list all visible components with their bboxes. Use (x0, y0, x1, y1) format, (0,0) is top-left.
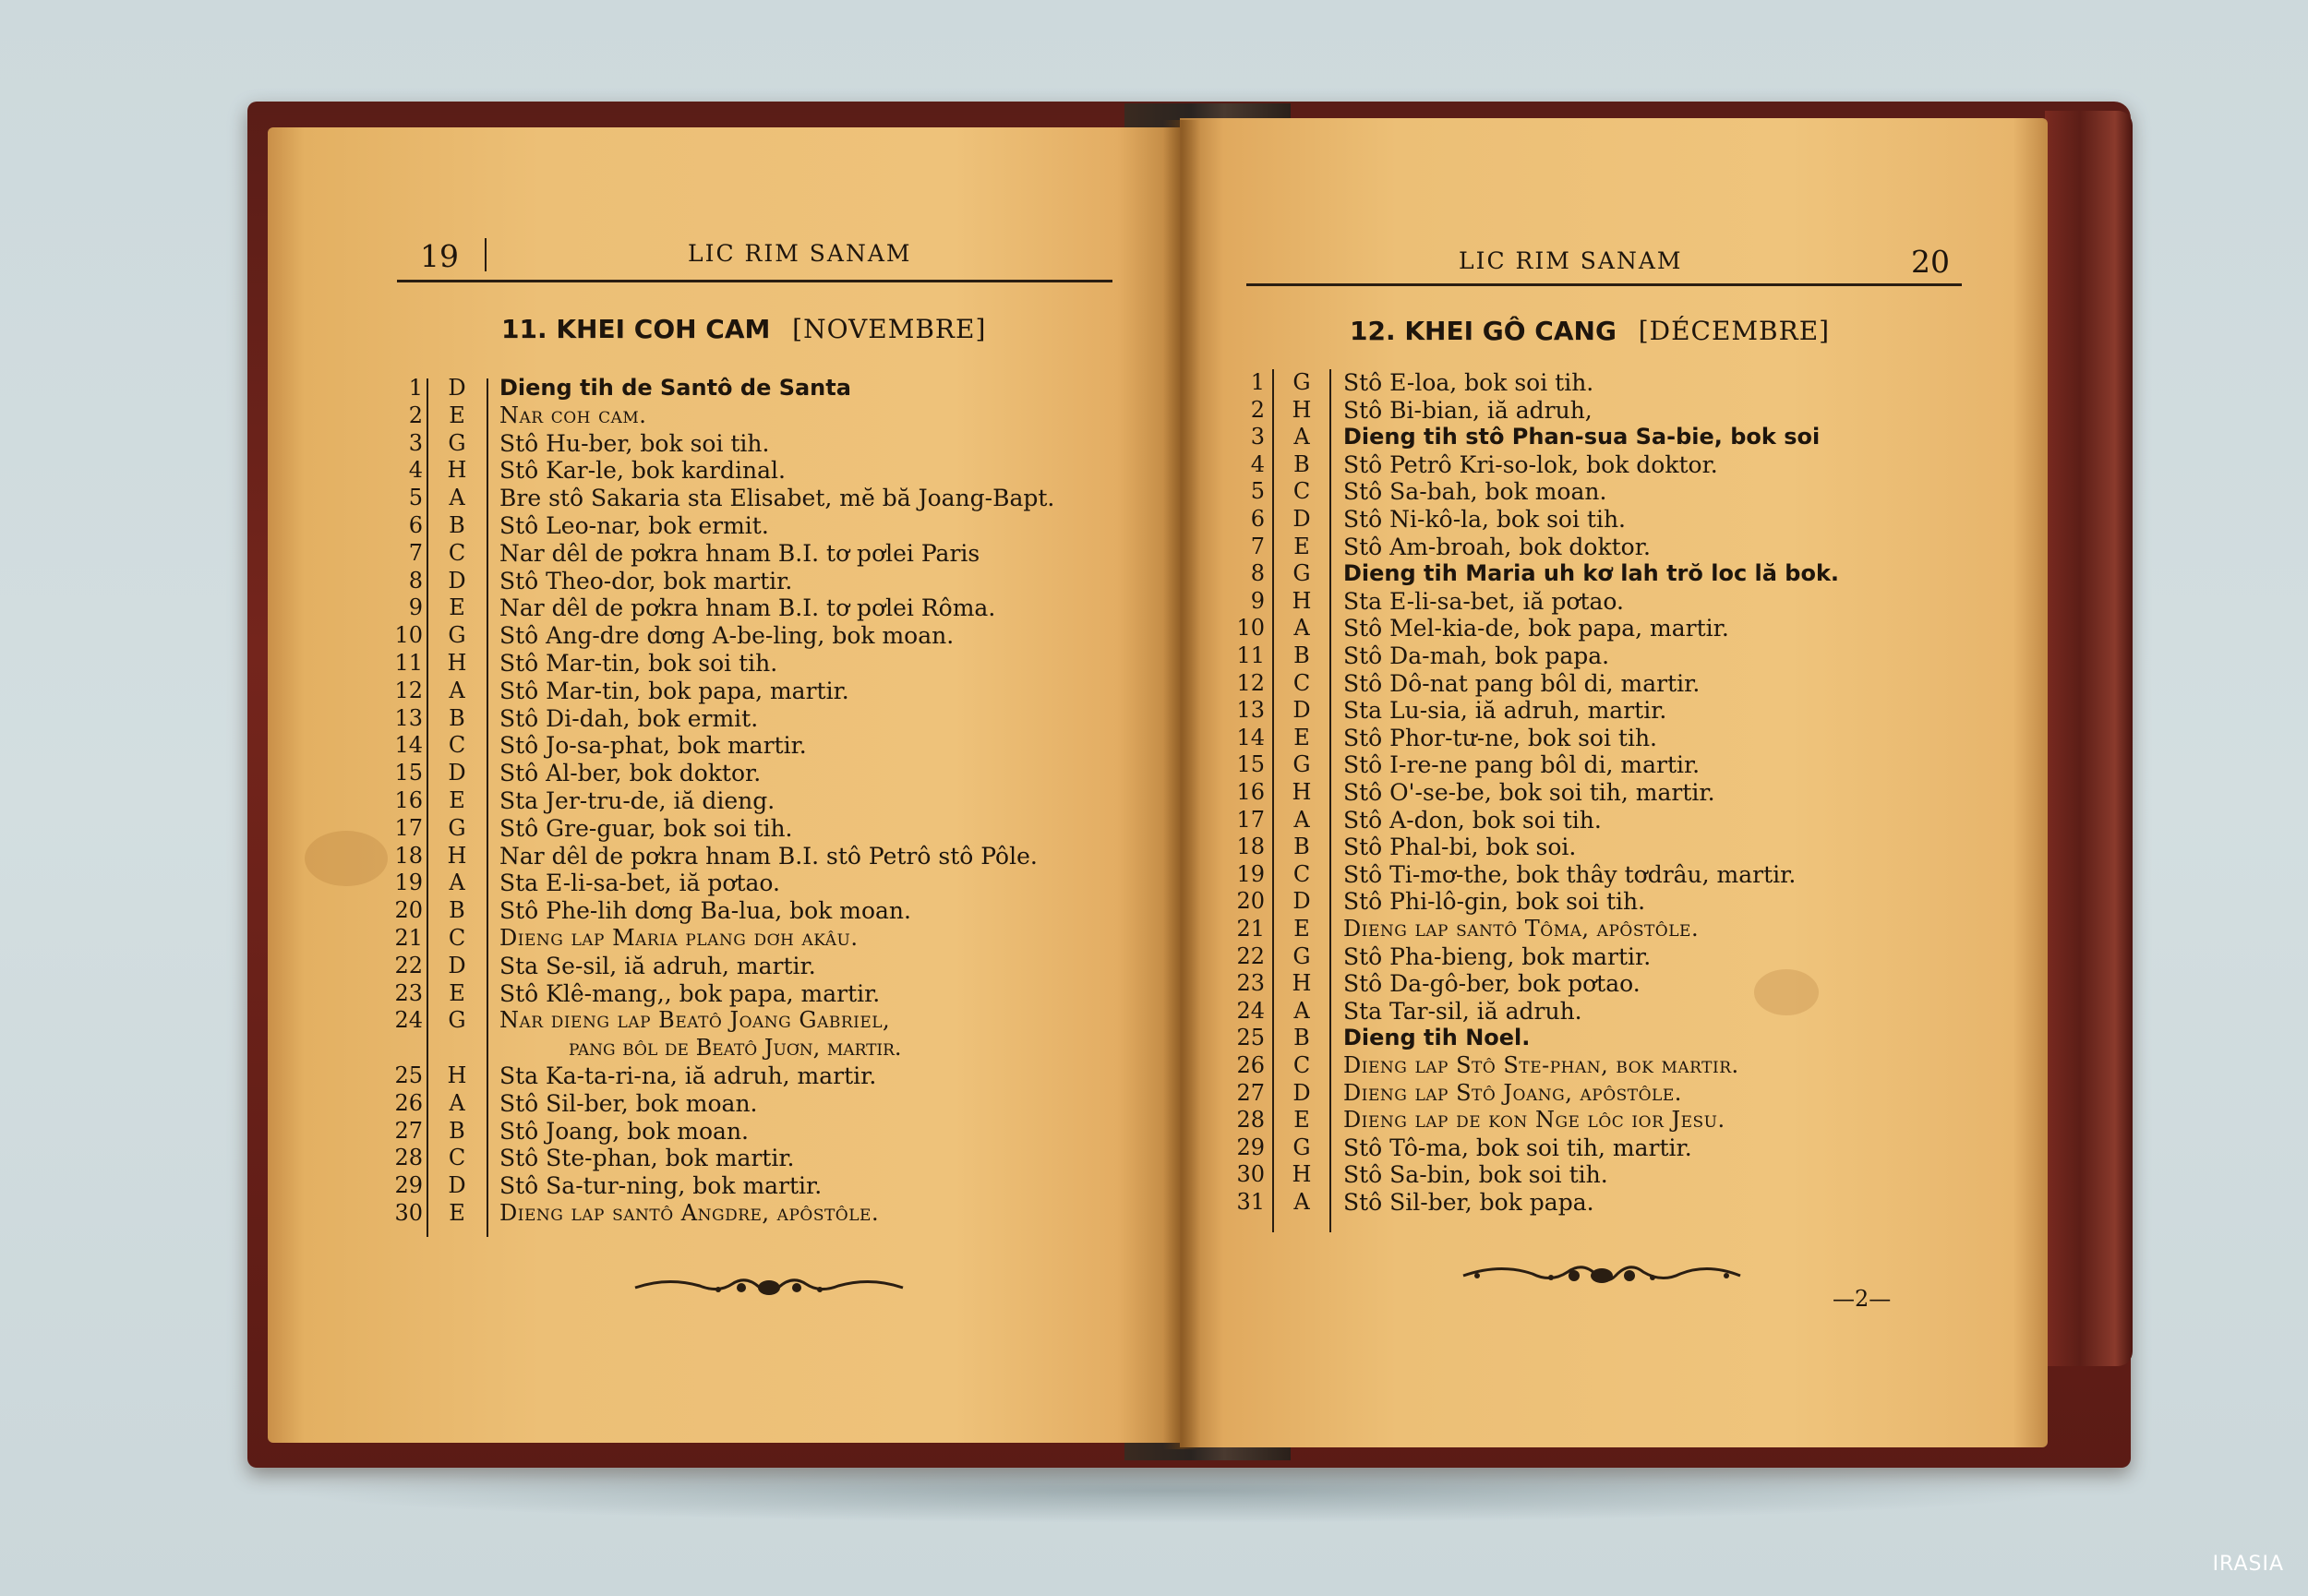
right-ornament (1459, 1257, 1745, 1294)
day-number: 28 (1236, 1107, 1265, 1134)
dominical-letter: H (447, 842, 467, 869)
saint-entry: Sta Lu-sia, iă adruh, martir. (1343, 697, 1667, 725)
day-number: 23 (394, 979, 423, 1006)
dominical-letter: H (1292, 396, 1312, 423)
day-number: 12 (394, 677, 423, 703)
dominical-letter: G (448, 814, 466, 841)
day-number: 10 (1236, 615, 1265, 642)
day-number: 13 (1236, 697, 1265, 724)
saint-entry: Nar dêl de pơkra hnam B.I. tơ pơlei Paris (499, 539, 980, 567)
day-number: 20 (1236, 888, 1265, 915)
day-number: 30 (1236, 1161, 1265, 1188)
day-number: 26 (1236, 1052, 1265, 1078)
saint-entry: Sta Tar-sil, iă adruh. (1343, 997, 1582, 1025)
dominical-letter: C (448, 1145, 466, 1171)
saint-entry: Dieng lap de kon Nge lôc ior Jesu. (1343, 1107, 1725, 1134)
day-number: 22 (1236, 942, 1265, 969)
saint-entry: Stô Ste-phan, bok martir. (499, 1145, 795, 1172)
day-number: 16 (1236, 779, 1265, 805)
saint-entry: Stô Sa-bin, bok soi tih. (1343, 1161, 1608, 1189)
day-number: 18 (394, 842, 423, 869)
dominical-letter: C (1292, 860, 1311, 887)
dominical-letter: D (1292, 888, 1311, 915)
dominical-letter: E (449, 402, 465, 428)
saint-entry: Dieng tih Noel. (1343, 1025, 1531, 1051)
saint-entry: Stô Kar-le, bok kardinal. (499, 457, 786, 485)
dominical-letter: E (449, 1200, 465, 1226)
day-number: 13 (394, 704, 423, 731)
left-running-head: LIC RIM SANAM (688, 240, 912, 267)
day-number: 17 (1236, 806, 1265, 833)
dominical-letter: A (1293, 1189, 1310, 1215)
paper-stain (1754, 969, 1819, 1015)
day-number: 3 (1250, 424, 1265, 450)
saint-entry: Sta E-li-sa-bet, iă pơtao. (1343, 587, 1624, 615)
saint-entry: Stô Petrô Kri-so-lok, bok doktor. (1343, 450, 1718, 478)
dominical-letter: H (447, 1062, 467, 1088)
day-number: 21 (394, 925, 423, 951)
saint-entry: Bre stô Sakaria sta Elisabet, mĕ bă Joang-Bapt. (499, 485, 1055, 512)
dominical-letter: D (1292, 506, 1311, 532)
day-number: 14 (1236, 724, 1265, 750)
dominical-letter: B (1293, 834, 1310, 860)
day-number: 29 (1236, 1134, 1265, 1160)
day-number: 2 (408, 402, 423, 428)
saint-entry: Stô A-don, bok soi tih. (1343, 806, 1602, 834)
day-number: 3 (408, 429, 423, 456)
book-shadow (277, 1458, 2077, 1523)
dominical-letter: D (448, 1172, 466, 1199)
dominical-letter: E (1293, 916, 1310, 942)
day-number: 8 (408, 567, 423, 594)
saint-entry: Stô Ang-dre dơng A-be-ling, bok moan. (499, 622, 955, 650)
day-number: 30 (394, 1200, 423, 1226)
dominical-letter: A (449, 870, 465, 896)
saint-entry: Dieng tih stô Phan-sua Sa-bie, bok soi (1343, 424, 1821, 450)
right-header-rule (1246, 283, 1962, 286)
dominical-letter: G (448, 429, 466, 456)
cover-edge (2045, 111, 2133, 1366)
saint-entry: Stô Mel-kia-de, bok papa, martir. (1343, 615, 1729, 642)
day-number: 2 (1250, 396, 1265, 423)
dominical-letter: H (1292, 779, 1312, 805)
saint-entry: Nar dêl de pơkra hnam B.I. tơ pơlei Rôma. (499, 594, 996, 622)
dominical-letter: H (1292, 970, 1312, 997)
day-number: 31 (1236, 1189, 1265, 1215)
right-section-title-text: 12. KHEI GÔ CANG (1350, 316, 1617, 346)
day-number: 4 (1250, 450, 1265, 477)
day-number: 22 (394, 952, 423, 978)
day-number: 12 (1236, 669, 1265, 696)
saint-entry: Sta E-li-sa-bet, iă pơtao. (499, 870, 780, 897)
saint-entry: Stô Klê-mang,, bok papa, martir. (499, 979, 881, 1007)
dominical-letter: B (449, 704, 465, 731)
signature-mark: —2— (1833, 1286, 1892, 1312)
saint-entry: Stô E-loa, bok soi tih. (1343, 369, 1594, 396)
right-section-title (1350, 316, 1830, 346)
dominical-letter: H (447, 457, 467, 484)
left-section-title (501, 314, 986, 344)
saint-entry: Stô Gre-guar, bok soi tih. (499, 814, 793, 842)
day-number: 8 (1250, 560, 1265, 587)
dominical-letter: B (1293, 1025, 1310, 1051)
saint-entry: Stô Sil-ber, bok moan. (499, 1089, 758, 1117)
dominical-letter: B (449, 1117, 465, 1144)
day-number: 27 (394, 1117, 423, 1144)
saint-entry: Stô O'-se-be, bok soi tih, martir. (1343, 779, 1715, 806)
day-number: 6 (408, 512, 423, 538)
day-number: 1 (408, 375, 423, 401)
dominical-letter: B (1293, 450, 1310, 477)
saint-entry: Dieng lap Stô Ste-phan, bok martir. (1343, 1052, 1739, 1078)
saint-entry: Dieng lap Stô Joang, apôstôle. (1343, 1079, 1682, 1106)
dominical-letter: C (448, 539, 466, 566)
day-number: 7 (408, 539, 423, 566)
saint-entry: Dieng tih de Santô de Santa (499, 375, 851, 401)
day-number: 24 (1236, 997, 1265, 1024)
dominical-letter: G (1292, 369, 1311, 395)
dominical-letter: G (1292, 942, 1311, 969)
page-gutter (1163, 120, 1200, 1449)
dominical-letter: B (449, 512, 465, 538)
dominical-letter: G (448, 1007, 466, 1034)
dominical-letter: B (449, 897, 465, 924)
day-number: 14 (394, 732, 423, 759)
right-running-head: LIC RIM SANAM (1459, 247, 1683, 274)
dominical-letter: A (1293, 424, 1310, 450)
dominical-letter: D (448, 375, 466, 401)
saint-entry: Stô Al-ber, bok doktor. (499, 760, 762, 787)
day-number: 19 (394, 870, 423, 896)
day-number: 9 (408, 594, 423, 621)
day-number: 11 (1236, 642, 1265, 668)
day-number: 21 (1236, 916, 1265, 942)
day-number: 5 (1250, 478, 1265, 505)
saint-entry: Stô Sa-tur-ning, bok martir. (499, 1172, 823, 1200)
saint-entry: Stô Theo-dor, bok martir. (499, 567, 793, 594)
watermark: IRASIA (2212, 1553, 2284, 1576)
day-number: 16 (394, 787, 423, 813)
saint-entry: Stô Sil-ber, bok papa. (1343, 1189, 1594, 1216)
day-number: 29 (394, 1172, 423, 1199)
dominical-letter: B (1293, 642, 1310, 668)
left-section-title-text: 11. KHEI COH CAM (501, 314, 771, 344)
saint-entry: Nar dieng lap Beatô Joang Gabriel, (499, 1007, 891, 1034)
dominical-letter: A (1293, 615, 1310, 642)
saint-entry: Stô Dô-nat pang bôl di, martir. (1343, 669, 1701, 697)
left-section-month: [NOVEMBRE] (792, 314, 987, 344)
saint-entry: Stô Joang, bok moan. (499, 1117, 750, 1145)
day-number: 17 (394, 814, 423, 841)
day-number: 4 (408, 457, 423, 484)
dominical-letter: E (1293, 724, 1310, 750)
saint-entry: Stô Jo-sa-phat, bok martir. (499, 732, 807, 760)
dominical-letter: A (449, 485, 465, 511)
dominical-letter: C (1292, 1052, 1311, 1078)
saint-entry: Stô Ni-kô-la, bok soi tih. (1343, 506, 1626, 533)
dominical-letter: E (1293, 533, 1310, 559)
saint-entry: Stô Phe-lih dơng Ba-lua, bok moan. (499, 897, 911, 925)
dominical-letter: A (449, 677, 465, 703)
day-number: 19 (1236, 860, 1265, 887)
dominical-letter: A (1293, 997, 1310, 1024)
left-page-number: 19 (420, 238, 459, 274)
day-number: 25 (1236, 1025, 1265, 1051)
day-number: 15 (1236, 751, 1265, 778)
dominical-letter: H (447, 650, 467, 676)
dominical-letter: A (449, 1089, 465, 1116)
saint-entry: Stô Mar-tin, bok soi tih. (499, 650, 778, 677)
saint-entry: Dieng lap santô Tôma, apôstôle. (1343, 916, 1700, 942)
day-number: 25 (394, 1062, 423, 1088)
saint-entry: Stô Phor-tư-ne, bok soi tih. (1343, 724, 1657, 751)
saint-entry: Sta Se-sil, iă adruh, martir. (499, 952, 816, 979)
dominical-letter: C (1292, 669, 1311, 696)
dominical-letter: G (448, 622, 466, 649)
day-number: 7 (1250, 533, 1265, 559)
dominical-letter: D (448, 952, 466, 978)
right-column-rule-1 (1272, 369, 1274, 1232)
left-column-rule-1 (427, 378, 428, 1237)
dominical-letter: D (1292, 697, 1311, 724)
saint-entry: Stô Sa-bah, bok moan. (1343, 478, 1607, 506)
dominical-letter: H (1292, 587, 1312, 614)
dominical-letter: D (448, 567, 466, 594)
saint-entry: Nar coh cam. (499, 402, 647, 428)
saint-entry: Dieng lap Maria plang dơh akâu. (499, 925, 859, 951)
right-section-month: [DÉCEMBRE] (1638, 316, 1831, 346)
saint-entry: Dieng lap santô Angdre, apôstôle. (499, 1200, 880, 1226)
day-number: 1 (1250, 369, 1265, 395)
right-page-number: 20 (1911, 244, 1950, 280)
left-header-divider (485, 238, 487, 271)
left-header-rule (397, 280, 1112, 282)
dominical-letter: A (1293, 806, 1310, 833)
right-column-rule-2 (1329, 369, 1331, 1232)
dominical-letter: E (1293, 1107, 1310, 1134)
saint-entry: Stô Pha-bieng, bok martir. (1343, 942, 1652, 970)
day-number: 10 (394, 622, 423, 649)
saint-entry: Stô I-re-ne pang bôl di, martir. (1343, 751, 1701, 779)
day-number: 24 (394, 1007, 423, 1034)
day-number: 6 (1250, 506, 1265, 532)
saint-entry: Dieng tih Maria uh kơ lah trŏ loc lă bok. (1343, 560, 1840, 587)
day-number: 26 (394, 1089, 423, 1116)
dominical-letter: G (1292, 560, 1311, 587)
left-column-rule-2 (487, 378, 488, 1237)
saint-entry: Stô Mar-tin, bok papa, martir. (499, 677, 849, 704)
saint-entry: Nar dêl de pơkra hnam B.I. stô Petrô stô Pôle. (499, 842, 1038, 870)
saint-entry: Stô Leo-nar, bok ermit. (499, 512, 769, 539)
dominical-letter: G (1292, 751, 1311, 778)
dominical-letter: C (1292, 478, 1311, 505)
saint-entry: Stô Da-mah, bok papa. (1343, 642, 1610, 669)
dominical-letter: E (449, 787, 465, 813)
day-number: 11 (394, 650, 423, 676)
day-number: 23 (1236, 970, 1265, 997)
day-number: 27 (1236, 1079, 1265, 1106)
dominical-letter: E (449, 594, 465, 621)
dominical-letter: C (448, 925, 466, 951)
day-number: 5 (408, 485, 423, 511)
saint-entry: Sta Jer-tru-de, iă dieng. (499, 787, 775, 814)
dominical-letter: D (1292, 1079, 1311, 1106)
saint-entry: Stô Bi-bian, iă adruh, (1343, 396, 1593, 424)
day-number: 15 (394, 760, 423, 786)
dominical-letter: D (448, 760, 466, 786)
day-number: 20 (394, 897, 423, 924)
saint-entry: Stô Am-broah, bok doktor. (1343, 533, 1651, 560)
dominical-letter: G (1292, 1134, 1311, 1160)
day-number: 18 (1236, 834, 1265, 860)
saint-entry: Stô Hu-ber, bok soi tih. (499, 429, 770, 457)
dominical-letter: C (448, 732, 466, 759)
saint-entry: Stô Da-gô-ber, bok pơtao. (1343, 970, 1641, 998)
saint-entry: Stô Phal-bi, bok soi. (1343, 834, 1577, 861)
saint-entry: Stô Phi-lô-gin, bok soi tih. (1343, 888, 1646, 916)
saint-entry: Stô Tô-ma, bok soi tih, martir. (1343, 1134, 1692, 1161)
dominical-letter: H (1292, 1161, 1312, 1188)
day-number: 9 (1250, 587, 1265, 614)
saint-entry: pang bôl de Beatô Juơn, martir. (569, 1035, 902, 1062)
saint-entry: Stô Di-dah, bok ermit. (499, 704, 759, 732)
dominical-letter: E (449, 979, 465, 1006)
day-number: 28 (394, 1145, 423, 1171)
left-ornament (631, 1269, 908, 1306)
saint-entry: Sta Ka-ta-ri-na, iă adruh, martir. (499, 1062, 877, 1089)
saint-entry: Stô Ti-mơ-the, bok thây tơdrâu, martir. (1343, 860, 1797, 888)
